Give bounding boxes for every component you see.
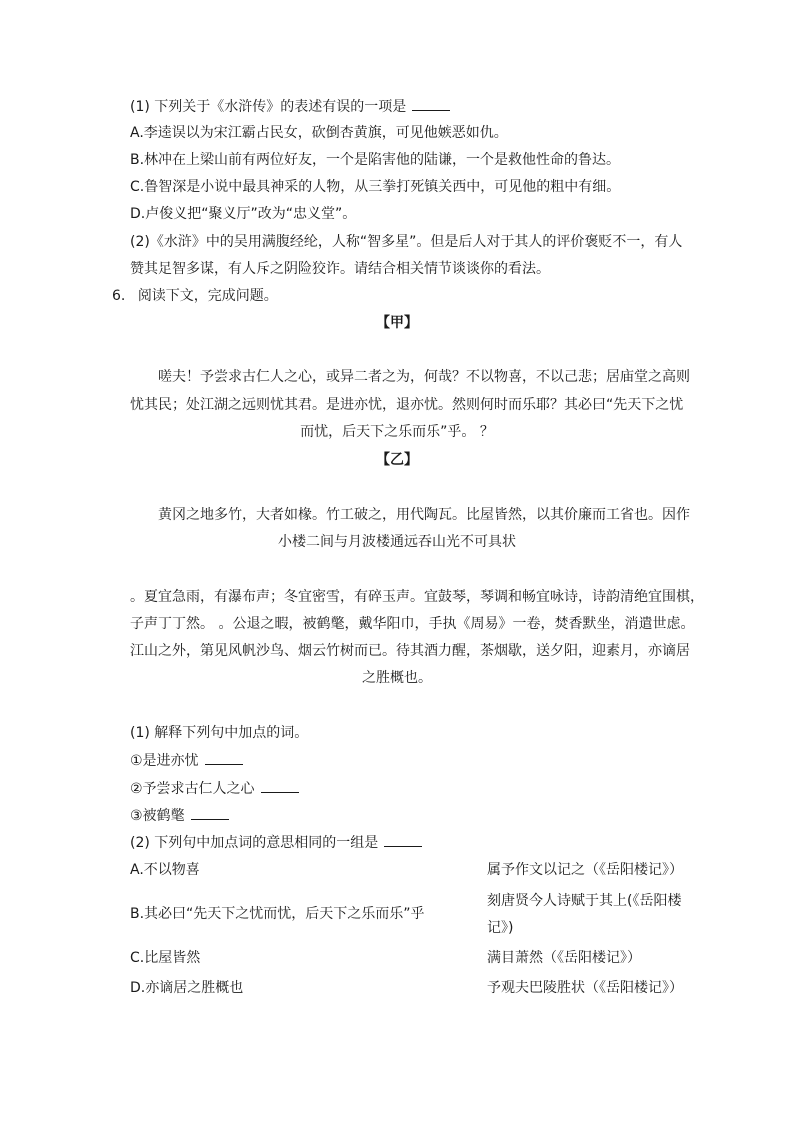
q6-pair-c-right: 满目萧然（《岳阳楼记》） [487,950,641,966]
passage-yi-line-3: 。夏宜急雨，有瀑布声；冬宜密雪，有碎玉声。宜鼓琴，琴调和畅宜咏诗，诗韵清绝宜围棋， [130,589,704,605]
passage-yi-line-6: 之胜概也。 [362,670,432,686]
part2-text: (2) 下列句中加点词的意思相同的一组是 [130,835,379,851]
passage-yi-line-4: 子声丁丁然。 。公退之暇，被鹤氅，戴华阳巾，手执《周易》一卷，焚香默坐，消遣世虑。 [130,616,695,632]
q5-part1-text: (1) 下列关于《水浒传》的表述有误的一项是 [130,99,407,115]
answer-blank[interactable] [191,805,229,820]
q6-pair-c-left: C.比屋皆然 [130,950,201,966]
q6-pair-a-right: 属予作文以记之（《岳阳楼记》） [487,862,683,878]
item-text: ②予尝求古仁人之心 [130,781,255,797]
q5-part2-line1: (2)《水浒》中的吴用满腹经纶，人称“智多星”。但是后人对于其人的评价褒贬不一，有人 [130,234,683,250]
q5-option-d: D.卢俊义把“聚义厅”改为“忠义堂”。 [130,206,357,222]
q6-part1-prompt: (1) 解释下列句中加点的词。 [130,725,309,741]
q6-header [112,286,278,306]
q6-pair-d-left: D.亦谪居之胜概也 [130,980,244,996]
question-number: 6. [112,288,126,304]
q5-part1-prompt [130,96,450,117]
answer-blank[interactable] [261,778,299,793]
q6-pair-b-right-2: 记》) [487,920,514,936]
passage-jia-heading: 【甲】 [376,315,418,331]
passage-yi-line-1: 黄冈之地多竹，大者如椽。竹工破之，用代陶瓦。比屋皆然，以其价廉而工省也。因作 [158,507,690,523]
passage-jia-line-3: 而忧，后天下之乐而乐”乎。 ？ [300,424,494,440]
q6-pair-a-left: A.不以物喜 [130,862,200,878]
q6-part2-prompt [130,832,422,853]
q6-part1-item-3 [130,805,229,826]
item-text: ③被鹤氅 [130,808,185,824]
q5-option-a: A.李逵误以为宋江霸占民女，砍倒杏黄旗，可见他嫉恶如仇。 [130,125,508,141]
q6-pair-b-left: B.其必曰“先天下之忧而忧，后天下之乐而乐”乎 [130,906,425,922]
passage-yi-line-2: 小楼二间与月波楼通远吞山光不可具状 [278,534,516,550]
q6-part1-item-2 [130,778,299,799]
answer-blank[interactable] [205,750,243,765]
passage-jia-line-2: 忧其民；处江湖之远则忧其君。是进亦忧，退亦忧。然则何时而乐耶？其必曰“先天下之忧 [130,397,684,413]
passage-yi-heading: 【乙】 [376,452,418,468]
q5-option-b: B.林冲在上梁山前有两位好友，一个是陷害他的陆谦，一个是救他性命的鲁达。 [130,152,621,168]
answer-blank[interactable] [384,832,422,847]
q6-pair-d-right: 予观夫巴陵胜状（《岳阳楼记》） [487,980,683,996]
q6-pair-b-right-1: 刻唐贤今人诗赋于其上(《岳阳楼 [487,893,682,909]
answer-blank[interactable] [412,96,450,111]
item-text: ①是进亦忧 [130,753,199,769]
q5-option-c: C.鲁智深是小说中最具神采的人物，从三拳打死镇关西中，可见他的粗中有细。 [130,179,621,195]
q6-part1-item-1 [130,750,243,771]
q5-part2-line2: 赞其足智多谋，有人斥之阴险狡诈。请结合相关情节谈谈你的看法。 [130,261,550,277]
passage-jia-line-1: 嗟夫！予尝求古仁人之心，或异二者之为，何哉？不以物喜，不以己悲；居庙堂之高则 [158,369,690,385]
passage-yi-line-5: 江山之外，第见风帆沙鸟、烟云竹树而已。待其酒力醒，茶烟歇，送夕阳，迎素月，亦谪居 [130,643,690,659]
q6-intro: 阅读下文，完成问题。 [137,288,278,304]
